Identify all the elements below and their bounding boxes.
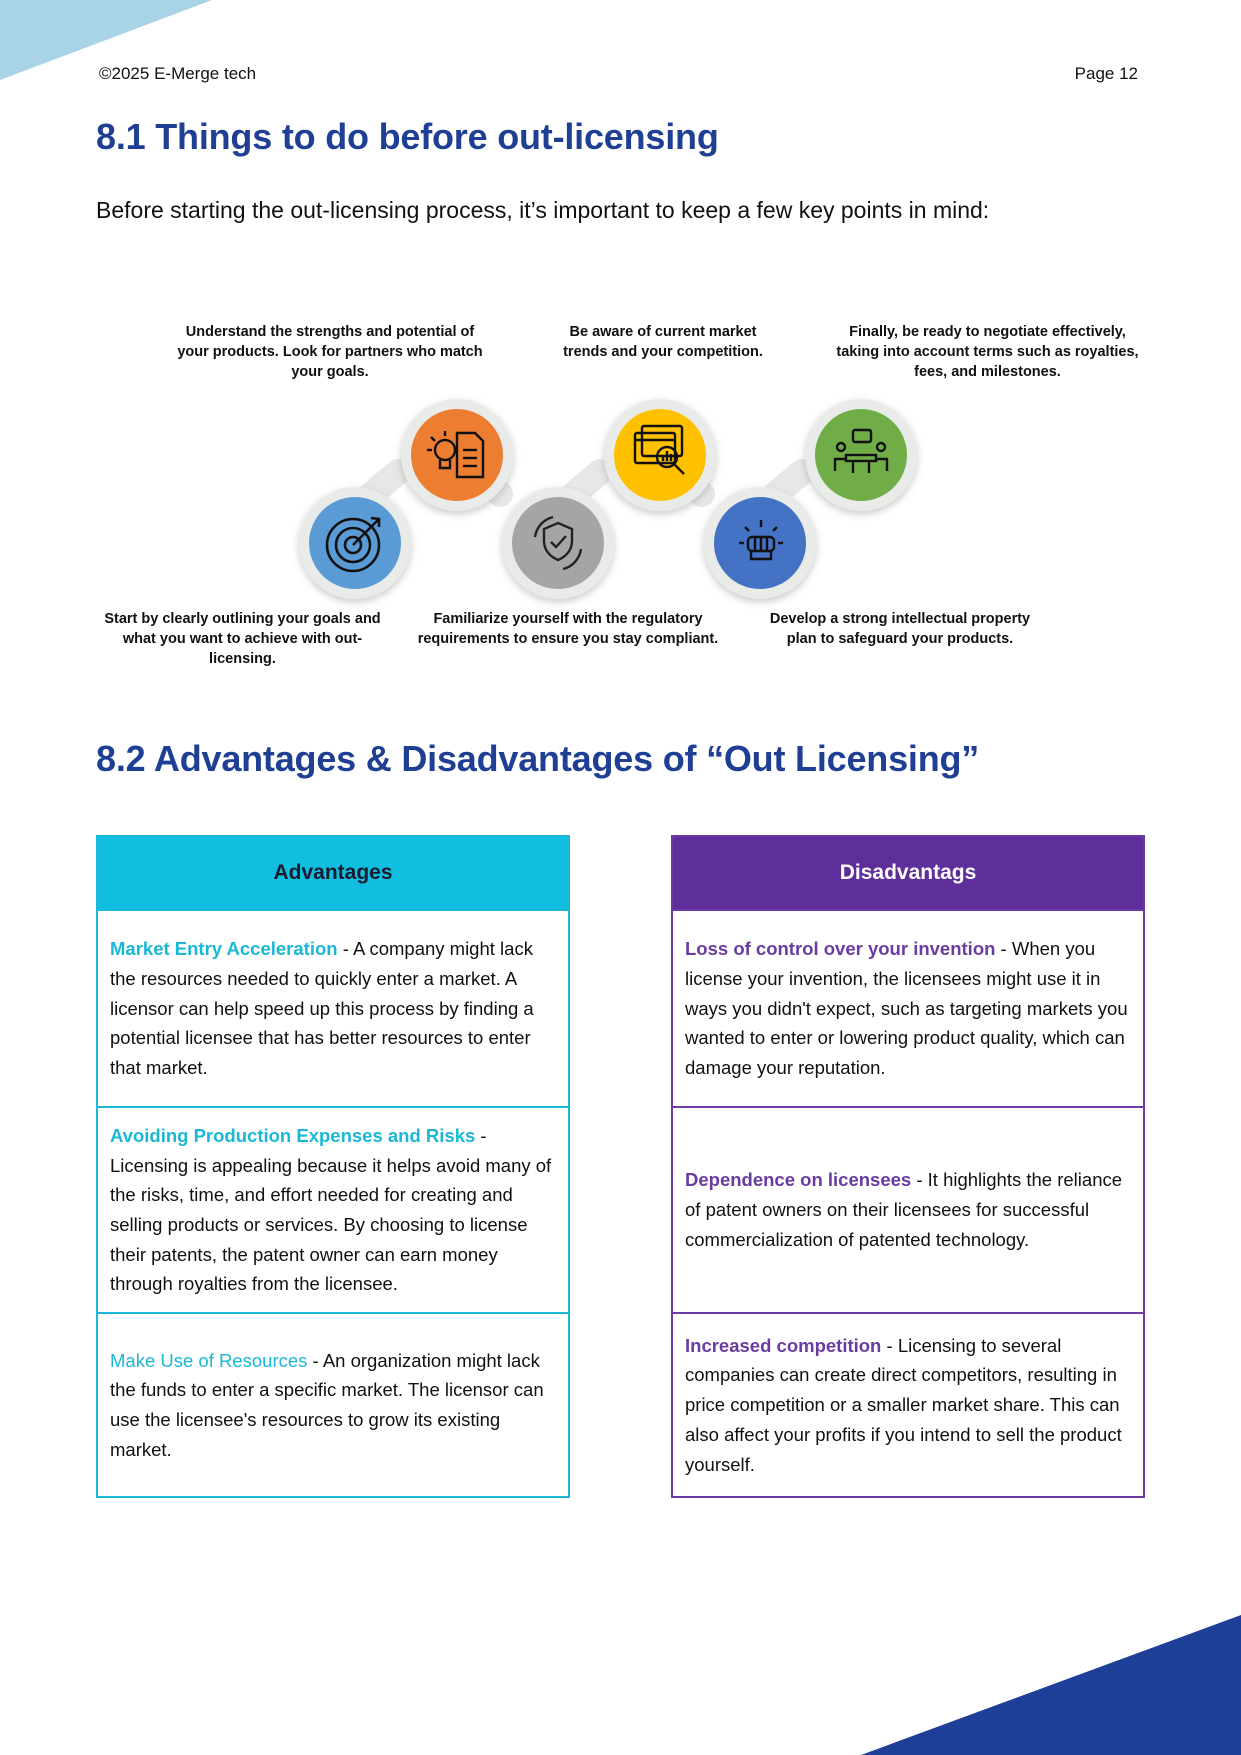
- step2-caption: Understand the strengths and potential of your products. Look for partners who match your goals.: [177, 324, 483, 380]
- advantage-item: Market Entry Acceleration - A company might lack the resources needed to quickly enter a market. A licensor can help speed up this process by finding a potential licensee that has better resources to enter that market.: [110, 938, 534, 1079]
- steps-infographic: [95, 315, 1145, 675]
- disadvantages-header: Disadvantags: [673, 837, 1143, 911]
- advantage-item: Avoiding Production Expenses and Risks - Licensing is appealing because it helps avoid many of the risks, time, and effort needed for creating and selling products or services. By choosing to license their patents, the patent owner can earn money through royalties from the licensee.: [98, 1106, 568, 1312]
- corner-decoration-bottom-right: [861, 1615, 1241, 1755]
- step5-caption: Develop a strong intellectual property plan to safeguard your products.: [769, 611, 1031, 647]
- step4-caption: Be aware of current market trends and your competition.: [563, 324, 763, 360]
- step3-caption: Familiarize yourself with the regulatory requirements to ensure you stay compliant.: [417, 611, 719, 647]
- disadvantage-item: Increased competition - Licensing to several companies can create direct competitors, resulting in price competition or a smaller market share. This can also affect your profits if you intend to sell the product yourself.: [673, 1312, 1143, 1496]
- advantages-table: [96, 835, 570, 1498]
- advantage-item: Make Use of Resources - An organization might lack the funds to enter a specific market. The licensor can use the licensee's resources to grow its existing market.: [98, 1312, 568, 1496]
- disadvantage-item: Loss of control over your invention - When you license your invention, the licensees might use it in ways you didn't expect, such as targeting markets you wanted to enter or lowering product quality, which can damage your reputation.: [685, 938, 1128, 1079]
- step6-caption: Finally, be ready to negotiate effectively, taking into account terms such as royalties, fees, and milestones.: [836, 324, 1139, 380]
- intro-paragraph: Before starting the out-licensing process, it’s important to keep a few key points in mind:: [96, 197, 990, 223]
- section-title-8-1: 8.1 Things to do before out-licensing: [96, 116, 719, 157]
- page-number: Page 12: [1074, 64, 1138, 83]
- copyright-text: ©2025 E-Merge tech: [99, 64, 257, 83]
- disadvantages-table: [671, 835, 1145, 1498]
- disadvantage-item: Dependence on licensees - It highlights the reliance of patent owners on their licensees for successful commercialization of patented technology.: [673, 1106, 1143, 1312]
- step3-disc: [512, 497, 604, 589]
- step1-caption: Start by clearly outlining your goals and what you want to achieve with out-licensing.: [104, 611, 381, 667]
- advantages-header: Advantages: [98, 837, 568, 911]
- section-title-8-2: 8.2 Advantages & Disadvantages of “Out Licensing”: [96, 738, 980, 779]
